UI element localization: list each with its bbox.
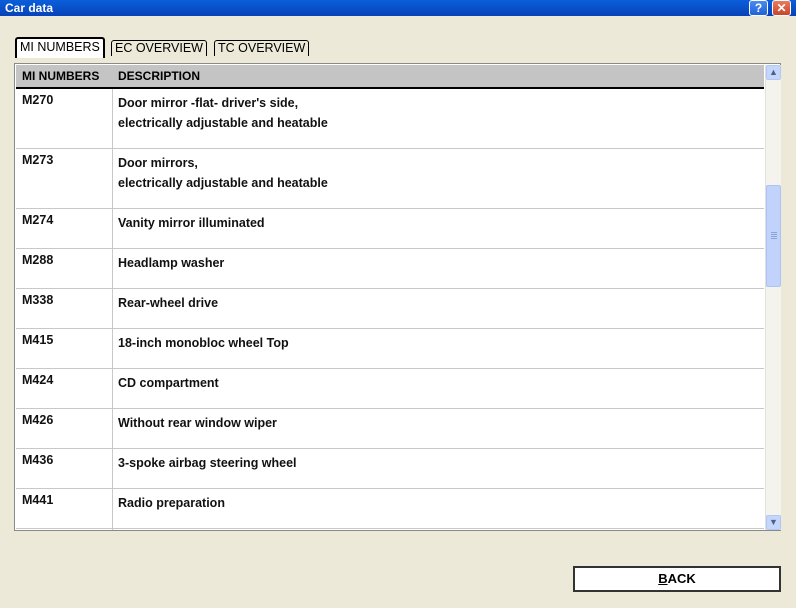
vertical-scrollbar[interactable] xyxy=(765,65,781,530)
description-cell: Door mirror -flat- driver's side, electrically adjustable and heatable xyxy=(118,96,328,130)
column-header-description: DESCRIPTION xyxy=(118,69,201,83)
description-cell: Without rear window wiper xyxy=(118,416,277,430)
back-button[interactable]: BACK xyxy=(573,566,781,592)
table-header xyxy=(16,65,764,89)
mi-number-cell: M415 xyxy=(22,333,54,347)
mi-number-cell: M441 xyxy=(22,493,54,507)
tab-mi-numbers[interactable]: MI NUMBERS xyxy=(15,37,105,58)
table-row[interactable] xyxy=(16,329,764,369)
description-cell: Rear-wheel drive xyxy=(118,296,219,310)
tab-tc-overview[interactable]: TC OVERVIEW xyxy=(214,40,309,56)
title-bar xyxy=(0,0,796,16)
close-button[interactable]: ✕ xyxy=(772,0,791,16)
table-row[interactable] xyxy=(16,89,764,149)
scroll-down-icon[interactable]: ▼ xyxy=(766,515,781,530)
column-header-mi-numbers: MI NUMBERS xyxy=(22,69,100,83)
mi-number-cell: M270 xyxy=(22,93,54,107)
mi-number-cell: M338 xyxy=(22,293,54,307)
window-title: Car data xyxy=(5,1,54,15)
table-row[interactable] xyxy=(16,149,764,209)
table-row[interactable] xyxy=(16,369,764,409)
mi-number-cell: M288 xyxy=(22,253,54,267)
mi-number-cell: M273 xyxy=(22,153,54,167)
description-cell: Radio preparation xyxy=(118,496,225,510)
mi-number-cell: M424 xyxy=(22,373,54,387)
description-cell: 3-spoke airbag steering wheel xyxy=(118,456,297,470)
help-button[interactable]: ? xyxy=(749,0,768,16)
mi-number-cell: M436 xyxy=(22,453,54,467)
scroll-up-icon[interactable]: ▲ xyxy=(766,65,781,80)
table-row[interactable] xyxy=(16,489,764,529)
table-row[interactable] xyxy=(16,209,764,249)
table-row[interactable] xyxy=(16,289,764,329)
table-row[interactable] xyxy=(16,449,764,489)
grip-icon xyxy=(771,232,777,240)
table-body[interactable] xyxy=(16,89,764,530)
table-row[interactable] xyxy=(16,529,764,530)
tab-ec-overview[interactable]: EC OVERVIEW xyxy=(111,40,207,56)
description-cell: CD compartment xyxy=(118,376,219,390)
mi-number-cell: M426 xyxy=(22,413,54,427)
mi-numbers-panel xyxy=(14,63,781,531)
description-cell: Headlamp washer xyxy=(118,256,225,270)
description-cell: 18-inch monobloc wheel Top xyxy=(118,336,289,350)
table-row[interactable] xyxy=(16,249,764,289)
table-row[interactable] xyxy=(16,409,764,449)
description-cell: Vanity mirror illuminated xyxy=(118,216,265,230)
description-cell: Door mirrors, electrically adjustable and heatable xyxy=(118,156,328,190)
mi-number-cell: M274 xyxy=(22,213,54,227)
scroll-thumb[interactable] xyxy=(766,185,781,287)
